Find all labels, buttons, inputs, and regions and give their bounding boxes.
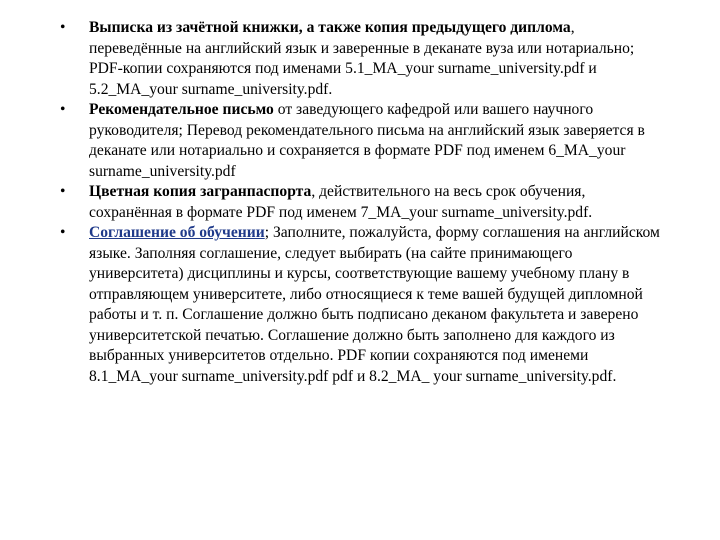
recommendation-heading: Рекомендательное письмо [89, 101, 274, 118]
learning-agreement-link[interactable]: Соглашение об обучении [89, 224, 265, 241]
passport-text: , действительного на весь срок обучения, сохранённая в формате PDF под именем 7_MA_your surname_university.pdf. [89, 183, 593, 221]
bullet-item-transcript [60, 18, 665, 100]
transcript-text: , переведённые на английский язык и заверенные в деканате вуза или нотариально; PDF-копии сохраняются под именами 5.1_MA_your surname_university.pdf и 5.2_MA_your surname_university.pdf. [89, 19, 635, 98]
passport-heading: Цветная копия загранпаспорта [89, 183, 312, 200]
transcript-heading: Выписка из зачётной книжки, а также копия предыдущего диплома [89, 19, 571, 36]
bullet-item-agreement [60, 223, 665, 387]
bullet-dot-icon: • [60, 224, 66, 241]
bullet-dot-icon: • [60, 19, 66, 36]
bullet-dot-icon: • [60, 183, 66, 200]
bullet-item-passport [60, 182, 665, 223]
agreement-text: ; Заполните, пожалуйста, форму соглашения на английском языке. Заполняя соглашение, следует выбирать (на сайте принимающего университета) дисциплины и курсы, соответствующие вашему учебному плану в отправляющем университете, либо относящиеся к теме вашей будущей дипломной работы и т. п. Соглашение должно быть подписано деканом факультета и заверено университетской печатью. Соглашение должно быть заполнено для каждого из выбранных университетов отдельно. PDF копии сохраняются под именеми 8.1_MA_your surname_university.pdf pdf и 8.2_MA_ your surname_university.pdf. [89, 224, 660, 385]
bullet-item-recommendation [60, 100, 665, 182]
bullet-list [60, 18, 665, 387]
recommendation-text: от заведующего кафедрой или вашего научного руководителя; Перевод рекомендательного письма на английский язык заверяется в деканате или нотариально и сохраняется в формате PDF под именем 6_MA_your surname_university.pdf [89, 101, 645, 180]
bullet-dot-icon: • [60, 101, 66, 118]
